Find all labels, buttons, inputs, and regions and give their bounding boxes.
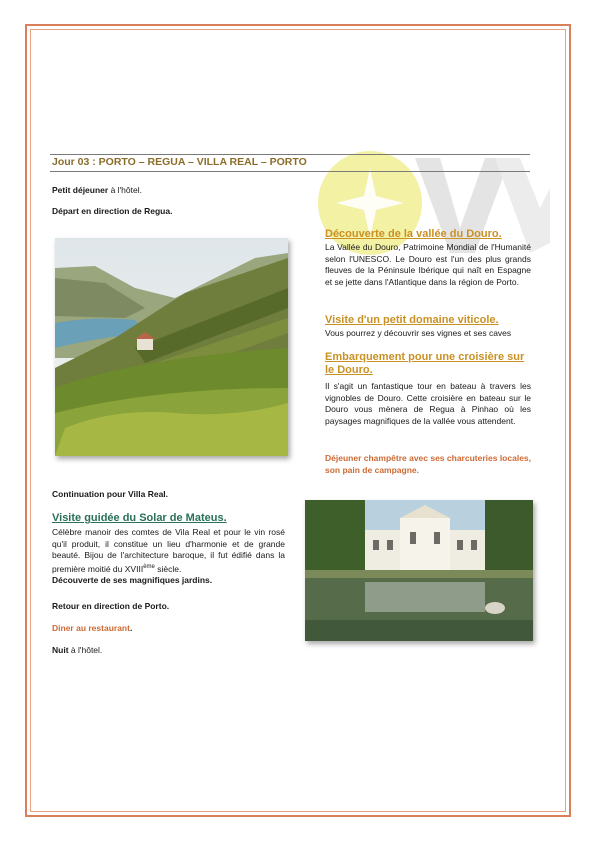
visit-title: Visite guidée du Solar de Mateus. [52,512,227,524]
breakfast-line: Petit déjeuner à l'hôtel. [52,185,142,195]
dinner-line: Diner au restaurant. [52,623,133,633]
douro-text: La Vallée du Douro, Patrimoine Mondial de l'Humanité selon l'UNESCO. Le Douro est l'un des plus grands fleuves de la Péninsule Ibérique qui naît en Espagne et se jette dans l'Atlantique dans la région de Porto. [325,242,531,287]
douro-title: Découverte de la vallée du Douro. [325,228,502,240]
night-line: Nuit à l'hôtel. [52,645,103,655]
visit-text: Célèbre manoir des comtes de Vila Real et pour le vin rosé qu'il produit, il constitue un lieu d'harmonie et de grande beauté. Bijou de l'architecture baroque, il fut édifié dans la première moitié du XVIIIème siècle. Découverte de ses magnifiques jardins. [52,527,285,585]
lunch-text: Déjeuner champêtre avec ses charcuteries locales, son pain de campagne. [325,453,532,475]
wine-text: Vous pourrez y découvrir ses vignes et ses caves [325,328,512,338]
continuation-line: Continuation pour Villa Real. [52,489,169,499]
solar-de-mateus-photo [305,500,533,641]
cruise-text: Il s'agit un fantastique tour en bateau à travers les vignobles de Douro. Cette croisière en bateau sur le Douro vous mènera de Regua à Pinhao où les paysages magnifiques de la vallée vous attendent. [325,381,531,426]
return-line: Retour en direction de Porto. [52,601,170,611]
wine-title: Visite d'un petit domaine viticole. [325,314,499,326]
day-heading-bar [50,154,530,172]
day-heading: Jour 03 : PORTO – REGUA – VILLA REAL – PORTO [52,156,307,168]
douro-valley-photo [55,238,288,456]
cruise-title: Embarquement pour une croisière sur le Douro. [325,351,525,376]
departure-line: Départ en direction de Regua. [52,206,173,216]
